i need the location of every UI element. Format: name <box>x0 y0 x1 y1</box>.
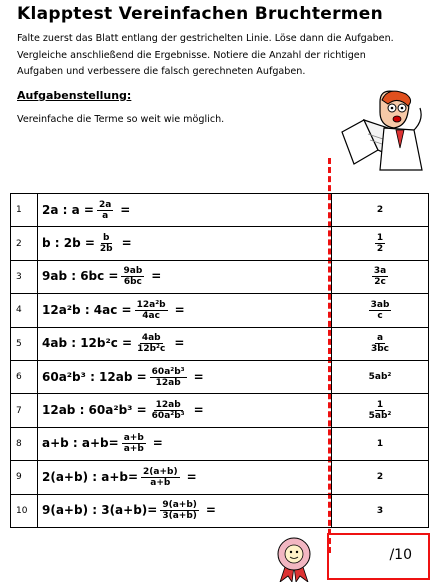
task-expression[interactable] <box>38 327 332 360</box>
task-lhs: 4ab : 12b²c = <box>42 336 133 351</box>
answer-numerator: 3a <box>373 266 387 277</box>
fraction-numerator: 12a²b <box>136 299 166 310</box>
task-row <box>11 327 429 360</box>
answer-denominator: 5ab² <box>368 411 392 422</box>
task-lhs: 2a : a = <box>42 202 94 217</box>
task-expression[interactable] <box>38 394 332 427</box>
task-expression[interactable] <box>38 227 332 260</box>
task-number: 8 <box>11 427 38 460</box>
fraction-numerator: 2(a+b) <box>143 466 178 477</box>
fraction-numerator: 4ab <box>141 333 161 344</box>
task-fraction <box>122 433 146 454</box>
task-expression[interactable] <box>38 461 332 494</box>
equals-sign: = <box>174 302 185 317</box>
fraction-numerator: 9(a+b) <box>162 500 197 511</box>
page-title: Klapptest Vereinfachen Bruchtermen <box>17 4 384 24</box>
task-number: 5 <box>11 327 38 360</box>
task-expression[interactable] <box>38 494 332 527</box>
task-number: 2 <box>11 227 38 260</box>
fraction-numerator: b <box>103 233 110 244</box>
task-expression[interactable] <box>38 260 332 293</box>
fraction-denominator: 3(a+b) <box>162 511 197 522</box>
solution-cell <box>332 461 429 494</box>
equals-sign: = <box>151 269 162 284</box>
answer-fraction <box>369 333 391 354</box>
fraction-denominator: 60a²b³ <box>151 411 185 422</box>
solution-cell <box>332 360 429 393</box>
intro-line: Aufgaben und verbessere die falsch gerechneten Aufgaben. <box>17 66 306 77</box>
task-number: 9 <box>11 461 38 494</box>
answer-numerator: a <box>376 333 384 344</box>
fraction-numerator: 2a <box>98 199 112 210</box>
task-lhs: 9(a+b) : 3(a+b)= <box>42 503 158 518</box>
solution-cell <box>332 260 429 293</box>
solution-cell <box>332 327 429 360</box>
answer-value: 2 <box>376 472 384 483</box>
equals-sign: = <box>193 369 204 384</box>
task-number: 10 <box>11 494 38 527</box>
answer-value: 3 <box>376 505 384 516</box>
fraction-numerator: 12ab <box>155 400 181 411</box>
task-row <box>11 227 429 260</box>
task-fraction <box>135 300 168 321</box>
fraction-numerator: 60a²b³ <box>151 366 185 377</box>
intro-line: Vergleiche anschließend die Ergebnisse. Notiere die Anzahl der richtigen <box>17 49 366 61</box>
equals-sign: = <box>152 436 163 451</box>
fraction-denominator: 12b²c <box>137 344 166 355</box>
task-row <box>11 194 429 227</box>
equals-sign: = <box>121 236 132 251</box>
task-row <box>11 461 429 494</box>
score-box[interactable] <box>327 533 430 580</box>
equals-sign: = <box>120 202 131 217</box>
task-row <box>11 360 429 393</box>
instruction-text: Vereinfache die Terme so weit wie möglich. <box>17 114 225 125</box>
score-label: /10 <box>389 547 412 563</box>
fraction-denominator: a <box>102 210 109 221</box>
answer-value: 2 <box>376 205 384 216</box>
task-table <box>10 193 429 528</box>
task-fraction <box>150 400 187 421</box>
task-lhs: a+b : a+b= <box>42 436 119 451</box>
solution-cell <box>332 494 429 527</box>
answer-denominator: 2c <box>374 277 386 288</box>
task-expression[interactable] <box>38 427 332 460</box>
fraction-denominator: 2b <box>99 244 113 255</box>
task-fraction <box>135 333 167 354</box>
section-heading: Aufgabenstellung: <box>17 89 132 102</box>
answer-numerator: 3ab <box>370 299 390 310</box>
task-lhs: 9ab : 6bc = <box>42 269 119 284</box>
equals-sign: = <box>186 469 197 484</box>
fraction-denominator: 6bc <box>123 277 142 288</box>
task-number: 3 <box>11 260 38 293</box>
answer-value: 1 <box>376 438 384 449</box>
task-expression[interactable] <box>38 194 332 227</box>
task-lhs: 12a²b : 4ac = <box>42 302 132 317</box>
task-row <box>11 494 429 527</box>
man-reading-paper-icon <box>334 90 426 172</box>
task-row <box>11 294 429 327</box>
solution-cell <box>332 194 429 227</box>
task-fraction <box>150 367 187 388</box>
answer-fraction <box>369 300 392 321</box>
task-lhs: 2(a+b) : a+b= <box>42 469 139 484</box>
answer-fraction <box>375 233 385 254</box>
solution-cell <box>332 294 429 327</box>
answer-denominator: 2 <box>376 244 384 255</box>
task-fraction <box>160 500 199 521</box>
task-lhs: b : 2b = <box>42 236 95 251</box>
task-row <box>11 260 429 293</box>
answer-denominator: 3bc <box>370 344 390 355</box>
equals-sign: = <box>174 336 185 351</box>
task-number: 4 <box>11 294 38 327</box>
fraction-denominator: 4ac <box>142 310 160 321</box>
equals-sign: = <box>193 403 204 418</box>
intro-line: Falte zuerst das Blatt entlang der gestrichelten Linie. Löse dann die Aufgaben. <box>17 33 394 44</box>
fraction-denominator: 12ab <box>155 377 181 388</box>
solution-cell <box>332 427 429 460</box>
fraction-denominator: a+b <box>150 477 171 488</box>
task-fraction <box>121 266 144 287</box>
fraction-numerator: 9ab <box>123 266 143 277</box>
award-rosette-icon <box>272 536 316 582</box>
task-fraction <box>141 467 180 488</box>
task-row <box>11 394 429 427</box>
task-lhs: 60a²b³ : 12ab = <box>42 369 147 384</box>
task-expression[interactable] <box>38 294 332 327</box>
answer-value: 5ab² <box>368 372 392 383</box>
solution-cell <box>332 227 429 260</box>
solution-cell <box>332 394 429 427</box>
task-number: 1 <box>11 194 38 227</box>
intro-text <box>17 31 435 81</box>
task-expression[interactable] <box>38 360 332 393</box>
fraction-denominator: a+b <box>123 444 144 455</box>
task-lhs: 12ab : 60a²b³ = <box>42 403 147 418</box>
answer-fraction <box>367 400 394 421</box>
answer-denominator: c <box>377 310 383 321</box>
fraction-numerator: a+b <box>123 433 144 444</box>
equals-sign: = <box>205 503 216 518</box>
answer-numerator: 1 <box>376 400 384 411</box>
task-number: 7 <box>11 394 38 427</box>
task-fraction <box>97 200 113 221</box>
task-row <box>11 427 429 460</box>
task-number: 6 <box>11 360 38 393</box>
answer-numerator: 1 <box>376 233 384 244</box>
answer-fraction <box>372 266 388 287</box>
task-fraction <box>98 233 115 254</box>
